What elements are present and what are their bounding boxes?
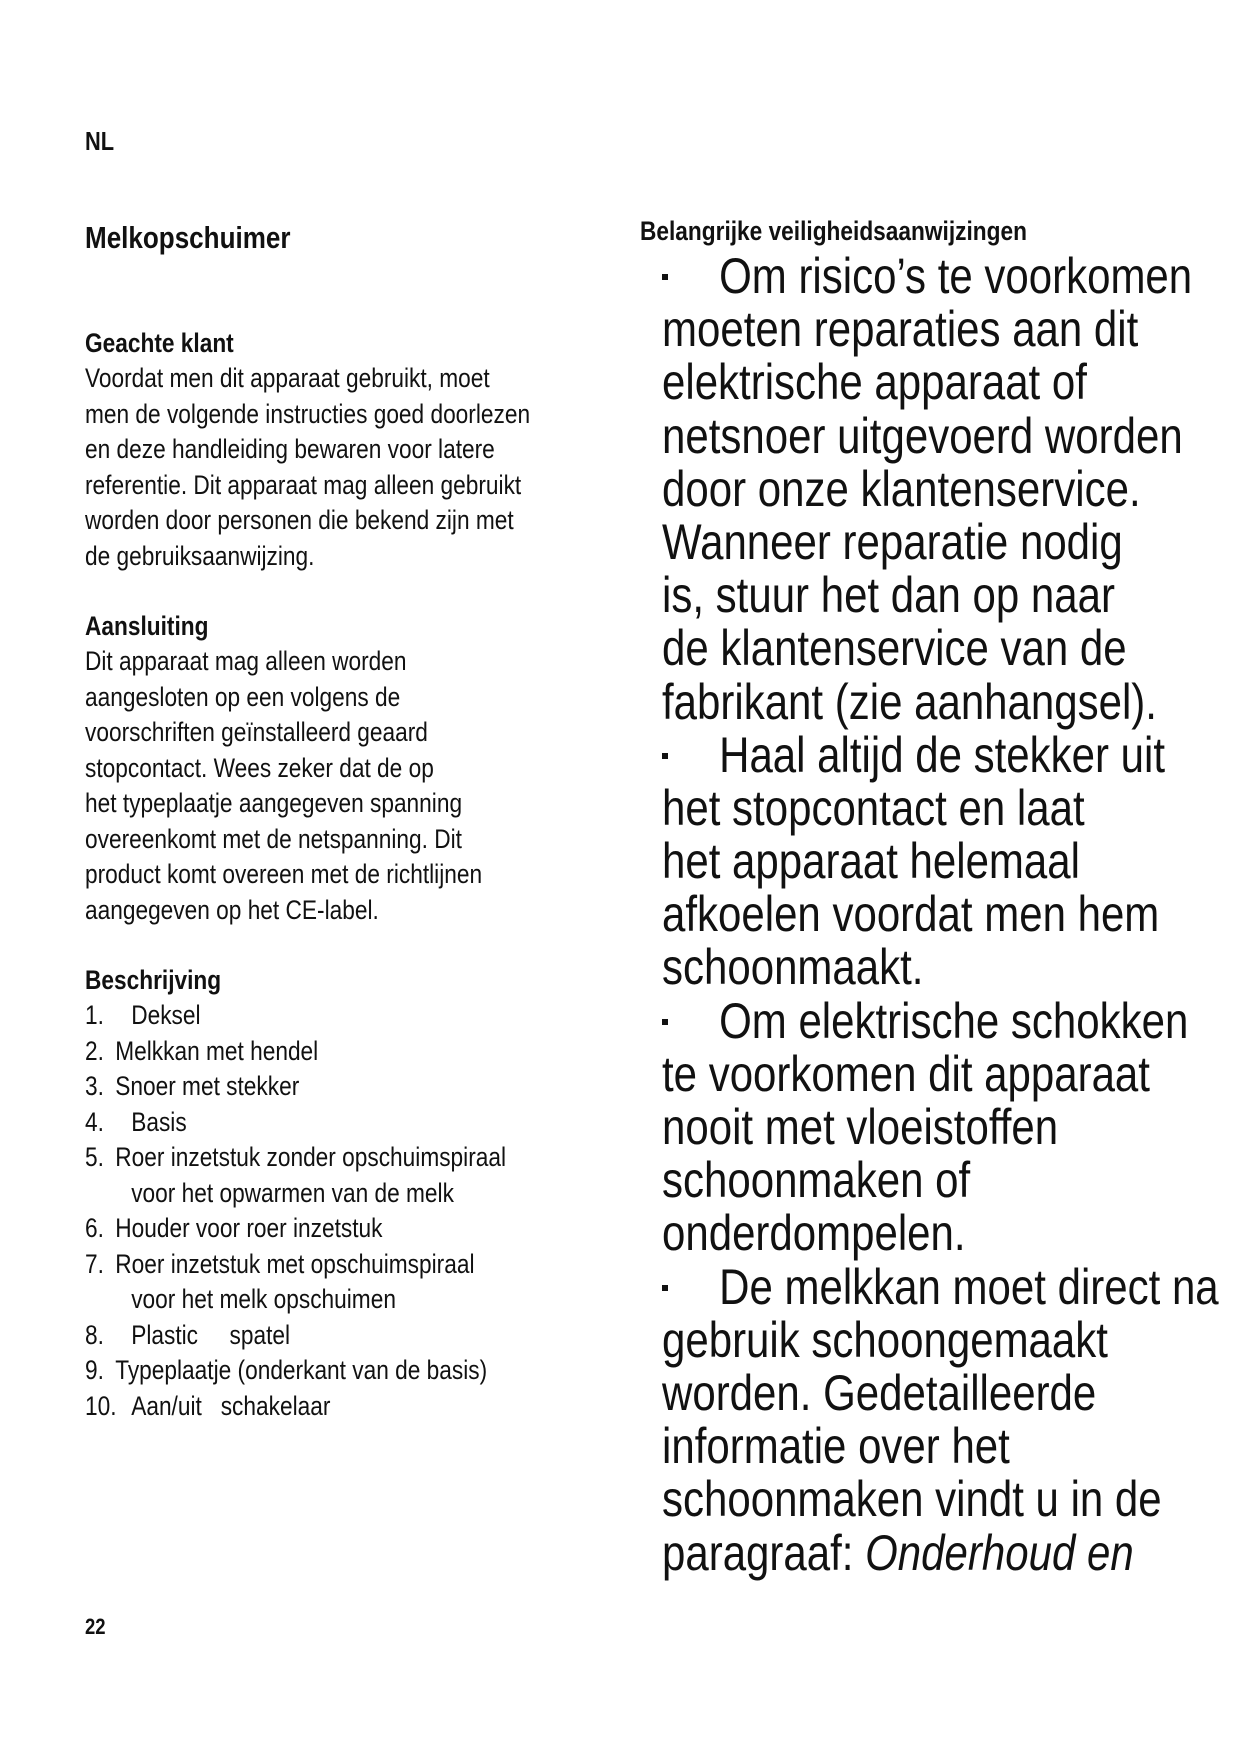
section-heading: Aansluiting	[85, 611, 209, 641]
list-item	[85, 1069, 572, 1105]
safety-line	[662, 1524, 1166, 1581]
paragraph-line: referentie. Dit apparaat mag alleen gebruikt	[85, 469, 522, 500]
list-item	[85, 1140, 572, 1176]
list-text: Melkkan met hendel	[115, 1035, 319, 1066]
list-item	[85, 998, 572, 1034]
list-number: 8.	[85, 1319, 104, 1350]
section-dear-customer	[85, 325, 665, 574]
language-code: NL	[85, 126, 115, 156]
section-description	[85, 962, 665, 1424]
page-number: 22	[85, 1614, 106, 1639]
safety-line: is, stuur het dan op naar	[662, 567, 1115, 624]
left-column	[85, 325, 665, 1458]
list-item	[85, 1211, 572, 1247]
safety-item	[662, 1258, 1241, 1581]
list-item	[85, 1247, 572, 1283]
safety-line: door onze klantenservice.	[662, 460, 1141, 517]
list-text: Roer inzetstuk met opschuimspiraal	[115, 1248, 475, 1279]
list-text: Houder voor roer inzetstuk	[115, 1213, 383, 1243]
section-reference: Onderhoud en	[865, 1524, 1134, 1581]
list-text: Roer inzetstuk zonder opschuimspiraal	[115, 1142, 507, 1172]
safety-line: informatie over het	[662, 1418, 1010, 1475]
list-item	[85, 1353, 572, 1389]
paragraph-line: de gebruiksaanwijzing.	[85, 540, 315, 571]
paragraph-line: het typeplaatje aangegeven spanning	[85, 788, 463, 818]
section-connection	[85, 608, 665, 928]
list-text: Deksel	[131, 1000, 201, 1030]
safety-line: het apparaat helemaal	[662, 833, 1080, 890]
list-number: 6.	[85, 1213, 104, 1243]
paragraph-line: Dit apparaat mag alleen worden	[85, 646, 407, 676]
paragraph-line: aangesloten op een volgens de	[85, 681, 401, 712]
safety-line: worden. Gedetailleerde	[662, 1364, 1097, 1421]
list-item-continuation	[85, 1282, 572, 1318]
parts-list	[85, 998, 572, 1424]
safety-line: fabrikant (zie aanhangsel).	[662, 673, 1157, 730]
list-text: Basis	[131, 1106, 187, 1137]
list-text: voor het opwarmen van de melk	[131, 1177, 454, 1208]
safety-line: moeten reparaties aan dit	[662, 301, 1139, 358]
paragraph-line: men de volgende instructies goed doorlezen	[85, 398, 531, 429]
safety-line: het stopcontact en laat	[662, 779, 1085, 836]
list-text: voor het melk opschuimen	[131, 1284, 396, 1314]
list-number: 7.	[85, 1248, 104, 1279]
safety-line: elektrische apparaat of	[662, 354, 1087, 411]
safety-line: Wanneer reparatie nodig	[662, 513, 1123, 570]
list-number: 10.	[85, 1390, 117, 1421]
list-item	[85, 1389, 572, 1425]
safety-heading: Belangrijke veiligheidsaanwijzingen	[640, 216, 1027, 246]
safety-line: schoonmaakt.	[662, 939, 924, 996]
safety-line: onderdompelen.	[662, 1205, 966, 1262]
list-number: 5.	[85, 1142, 104, 1172]
safety-item	[662, 726, 1241, 996]
list-number: 9.	[85, 1355, 104, 1385]
safety-line: Om elektrische schokken	[719, 992, 1189, 1049]
safety-line: schoonmaken vindt u in de	[662, 1471, 1162, 1528]
paragraph-line: en deze handleiding bewaren voor latere	[85, 434, 495, 464]
list-number: 3.	[85, 1071, 104, 1101]
list-item-continuation	[85, 1176, 572, 1212]
list-number: 1.	[85, 1000, 104, 1030]
paragraph-line: voorschriften geïnstalleerd geaard	[85, 717, 428, 747]
safety-item	[662, 992, 1241, 1262]
safety-line: Om risico’s te voorkomen	[719, 248, 1193, 304]
list-item	[85, 1105, 572, 1141]
paragraph-line: worden door personen die bekend zijn met	[85, 505, 514, 535]
safety-line: netsnoer uitgevoerd worden	[662, 407, 1183, 464]
paragraph-line: product komt overeen met de richtlijnen	[85, 859, 483, 889]
safety-line: te voorkomen dit apparaat	[662, 1045, 1150, 1102]
list-text: Typeplaatje (onderkant van de basis)	[115, 1355, 488, 1385]
list-text: Plastic spatel	[131, 1319, 291, 1350]
safety-line-text: paragraaf:	[662, 1524, 866, 1581]
list-text: Aan/uit schakelaar	[131, 1390, 331, 1421]
right-column	[662, 250, 1241, 1580]
list-item	[85, 1034, 572, 1070]
safety-line: gebruik schoongemaakt	[662, 1311, 1108, 1368]
paragraph-line: Voordat men dit apparaat gebruikt, moet	[85, 363, 490, 393]
safety-line: nooit met vloeistoffen	[662, 1099, 1059, 1155]
safety-line: Haal altijd de stekker uit	[719, 726, 1166, 783]
safety-line: afkoelen voordat men hem	[662, 886, 1160, 943]
list-number: 2.	[85, 1035, 104, 1066]
list-number: 4.	[85, 1106, 104, 1137]
paragraph-line: overeenkomt met de netspanning. Dit	[85, 823, 462, 854]
section-heading: Beschrijving	[85, 965, 222, 995]
paragraph-line: stopcontact. Wees zeker dat de op	[85, 752, 434, 783]
safety-line: schoonmaken of	[662, 1152, 971, 1209]
page-title: Melkopschuimer	[85, 220, 291, 255]
list-item	[85, 1318, 572, 1354]
safety-item	[662, 250, 1241, 729]
section-heading: Geachte klant	[85, 328, 234, 358]
list-text: Snoer met stekker	[115, 1071, 300, 1101]
paragraph-line: aangegeven op het CE-label.	[85, 894, 379, 925]
safety-line: de klantenservice van de	[662, 620, 1127, 677]
safety-line: De melkkan moet direct na	[719, 1258, 1219, 1315]
